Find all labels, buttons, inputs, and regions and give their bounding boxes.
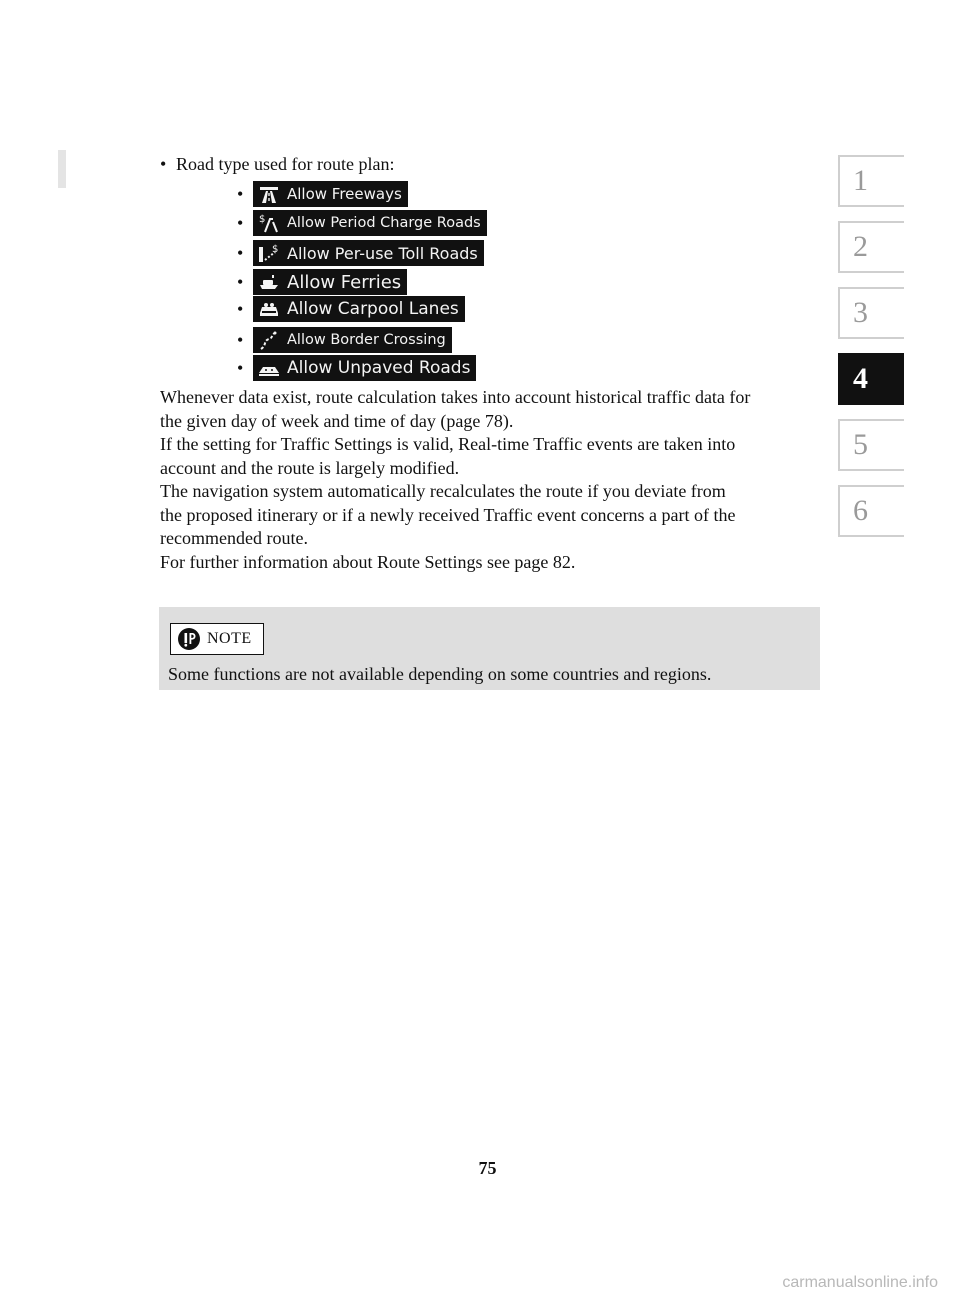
text-line: Whenever data exist, route calculation takes into account historical traffic data for — [160, 387, 751, 407]
svg-text:$: $ — [259, 214, 266, 225]
note-badge — [170, 623, 264, 655]
bullet: • — [160, 154, 167, 174]
text-line: For further information about Route Settings see page 82. — [160, 551, 576, 572]
tab-chapter-1[interactable]: 1 — [838, 155, 904, 207]
tab-chapter-2[interactable]: 2 — [838, 221, 904, 273]
svg-text:$: $ — [272, 244, 279, 255]
road-type-chip: Allow Unpaved Roads — [253, 355, 476, 381]
list-item: • $ Allow Period Charge Roads — [237, 210, 487, 236]
text-line: account and the route is largely modified. — [160, 457, 460, 478]
list-item: • Allow Freeways — [237, 181, 408, 207]
road-type-chip: $ Allow Period Charge Roads — [253, 210, 487, 236]
list-item: • $ Allow Per-use Toll Roads — [237, 240, 484, 266]
road-type-chip: Allow Border Crossing — [253, 327, 452, 353]
tab-chapter-3[interactable]: 3 — [838, 287, 904, 339]
toll-road-icon — [257, 243, 281, 263]
list-item: • Allow Ferries — [237, 269, 407, 295]
road-type-intro — [160, 153, 394, 175]
page-number: 75 — [478, 1158, 497, 1178]
period-charge-icon — [257, 213, 281, 233]
tab-chapter-5[interactable]: 5 — [838, 419, 904, 471]
body-text — [160, 386, 820, 574]
text-line: The navigation system automatically recalculates the route if you deviate from — [160, 481, 726, 501]
carpool-icon — [257, 299, 281, 319]
tab-chapter-6[interactable]: 6 — [838, 485, 904, 537]
border-crossing-icon — [257, 330, 281, 350]
tab-chapter-4[interactable]: 4 — [838, 353, 904, 405]
road-type-chip: Allow Freeways — [253, 181, 408, 207]
road-type-chip: Allow Carpool Lanes — [253, 296, 465, 322]
margin-marker — [58, 150, 66, 188]
note-icon — [177, 627, 201, 651]
road-type-chip: $ Allow Per-use Toll Roads — [253, 240, 484, 266]
note-label: NOTE — [207, 630, 252, 647]
note-text: Some functions are not available depending on some countries and regions. — [168, 664, 712, 684]
road-type-chip: Allow Ferries — [253, 269, 407, 295]
intro-text: Road type used for route plan: — [176, 154, 395, 174]
ferry-icon — [257, 272, 281, 292]
list-item: • Allow Border Crossing — [237, 327, 452, 353]
list-item: • Allow Unpaved Roads — [237, 355, 476, 381]
note-box — [159, 607, 820, 690]
text-line: the given day of week and time of day (page 78). — [160, 410, 514, 431]
text-line: recommended route. — [160, 528, 308, 548]
text-line: the proposed itinerary or if a newly received Traffic event concerns a part of the — [160, 504, 736, 525]
list-item: • Allow Carpool Lanes — [237, 296, 465, 322]
watermark: carmanualsonline.info — [782, 1274, 938, 1291]
text-line: If the setting for Traffic Settings is valid, Real-time Traffic events are taken into — [160, 434, 736, 454]
unpaved-road-icon — [257, 358, 281, 378]
freeway-icon — [257, 184, 281, 204]
